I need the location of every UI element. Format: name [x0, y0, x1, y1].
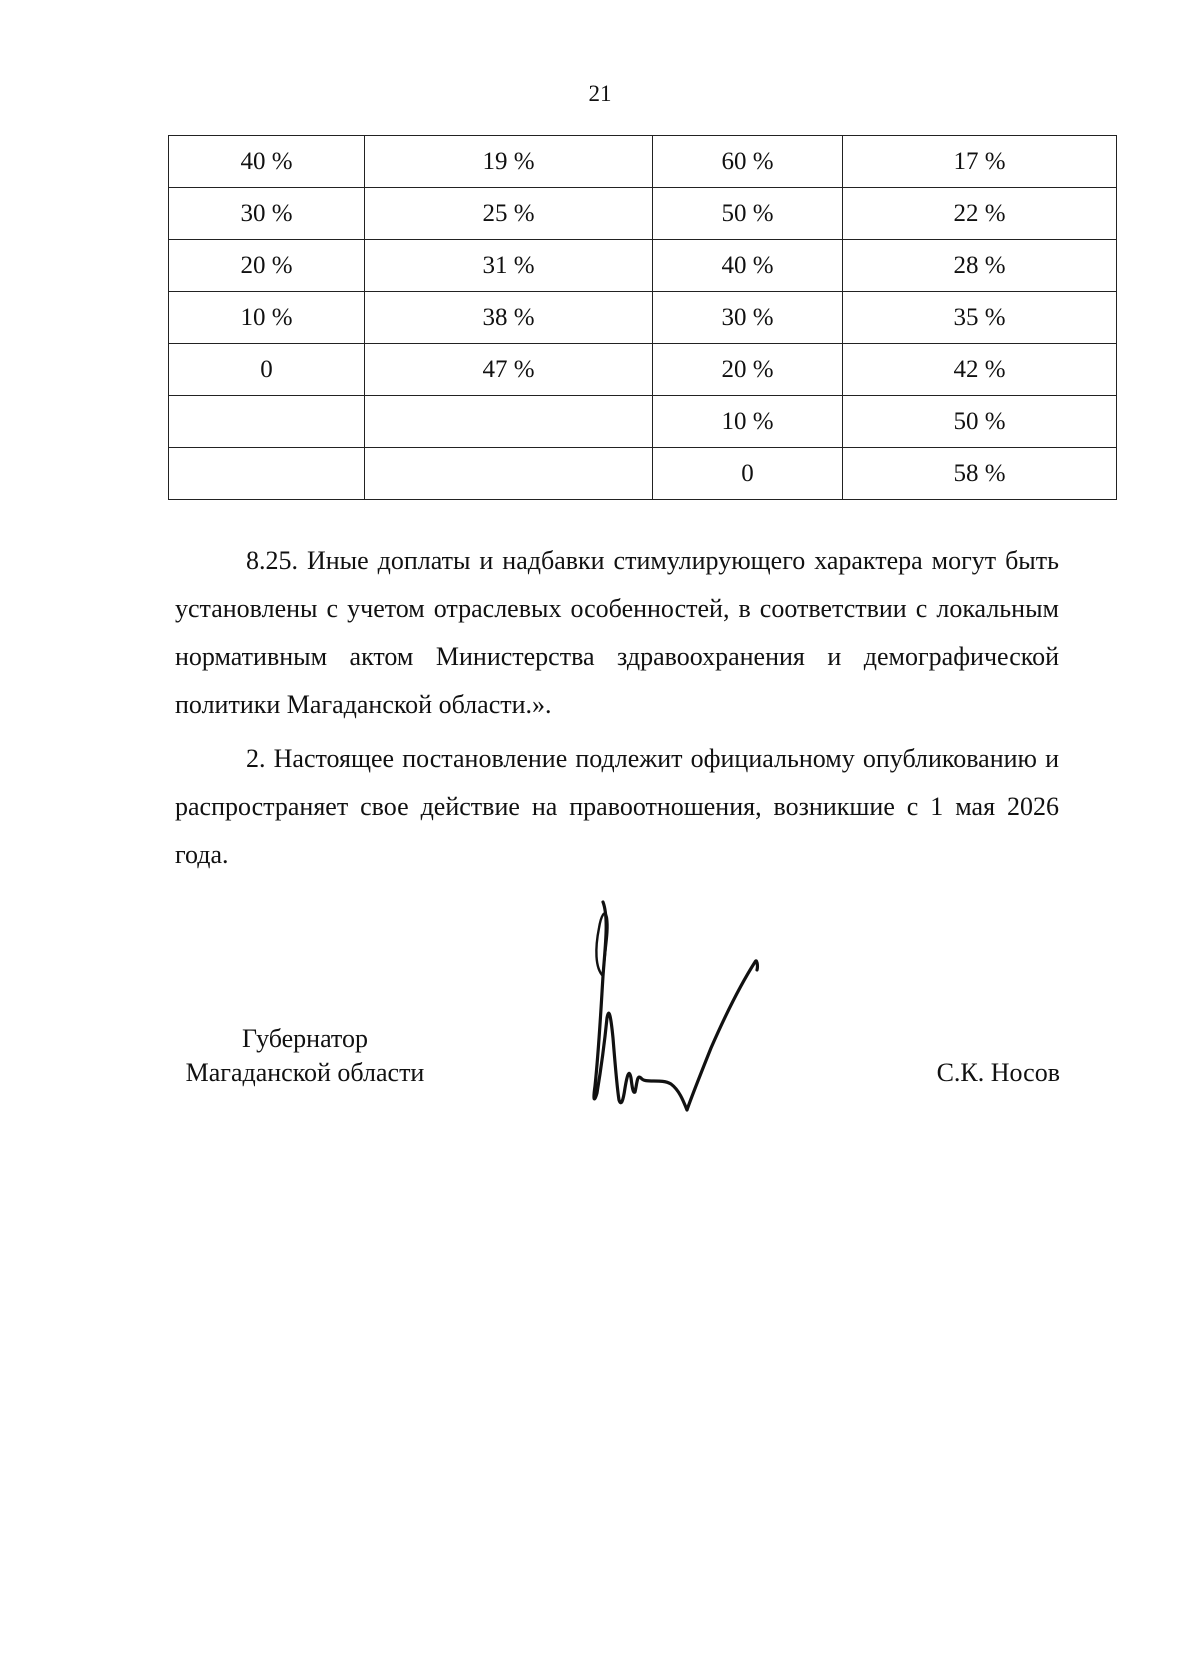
- table-cell: 31 %: [365, 240, 653, 292]
- table-row: [169, 136, 1117, 188]
- table-cell: [169, 448, 365, 500]
- table-cell: 20 %: [169, 240, 365, 292]
- table-cell: 42 %: [843, 344, 1117, 396]
- signatory-title-line-2: Магаданской области: [185, 1058, 425, 1087]
- table-cell: 38 %: [365, 292, 653, 344]
- table-row: [169, 448, 1117, 500]
- table-cell: 17 %: [843, 136, 1117, 188]
- signatory-name: С.К. Носов: [936, 1058, 1060, 1087]
- table-cell: 19 %: [365, 136, 653, 188]
- handwritten-signature: [565, 888, 805, 1148]
- table-row: [169, 292, 1117, 344]
- table-row: [169, 188, 1117, 240]
- table-cell: 60 %: [653, 136, 843, 188]
- table-cell: 10 %: [653, 396, 843, 448]
- paragraph-2: 2. Настоящее постановление подлежит официальному опубликованию и распространяет свое действие на правоотношения, возникшие с 1 мая 2026 года.: [175, 744, 1059, 869]
- table-cell: 35 %: [843, 292, 1117, 344]
- table-cell: 40 %: [653, 240, 843, 292]
- table-cell: [365, 396, 653, 448]
- table-cell: 25 %: [365, 188, 653, 240]
- percentage-table: [168, 135, 1117, 500]
- table-cell: 50 %: [843, 396, 1117, 448]
- table-cell: 30 %: [653, 292, 843, 344]
- page-number: 21: [588, 81, 612, 106]
- paragraph-8-25: 8.25. Иные доплаты и надбавки стимулирующего характера могут быть установлены с учетом отраслевых особенностей, в соответствии с локальным нормативным актом Министерства здравоохранения и демографической политики Магаданской области.».: [175, 546, 1059, 719]
- signatory-title: [170, 1022, 440, 1090]
- table-row: [169, 396, 1117, 448]
- table-cell: 30 %: [169, 188, 365, 240]
- table-cell: 10 %: [169, 292, 365, 344]
- table-cell: [169, 396, 365, 448]
- table-row: [169, 240, 1117, 292]
- table-cell: 20 %: [653, 344, 843, 396]
- table-cell: 40 %: [169, 136, 365, 188]
- table-cell: 58 %: [843, 448, 1117, 500]
- table-row: [169, 344, 1117, 396]
- table-cell: 47 %: [365, 344, 653, 396]
- table-cell: [365, 448, 653, 500]
- table-cell: 28 %: [843, 240, 1117, 292]
- table-cell: 0: [653, 448, 843, 500]
- signatory-title-line-1: Губернатор: [242, 1024, 368, 1053]
- table-cell: 50 %: [653, 188, 843, 240]
- table-cell: 22 %: [843, 188, 1117, 240]
- table-cell: 0: [169, 344, 365, 396]
